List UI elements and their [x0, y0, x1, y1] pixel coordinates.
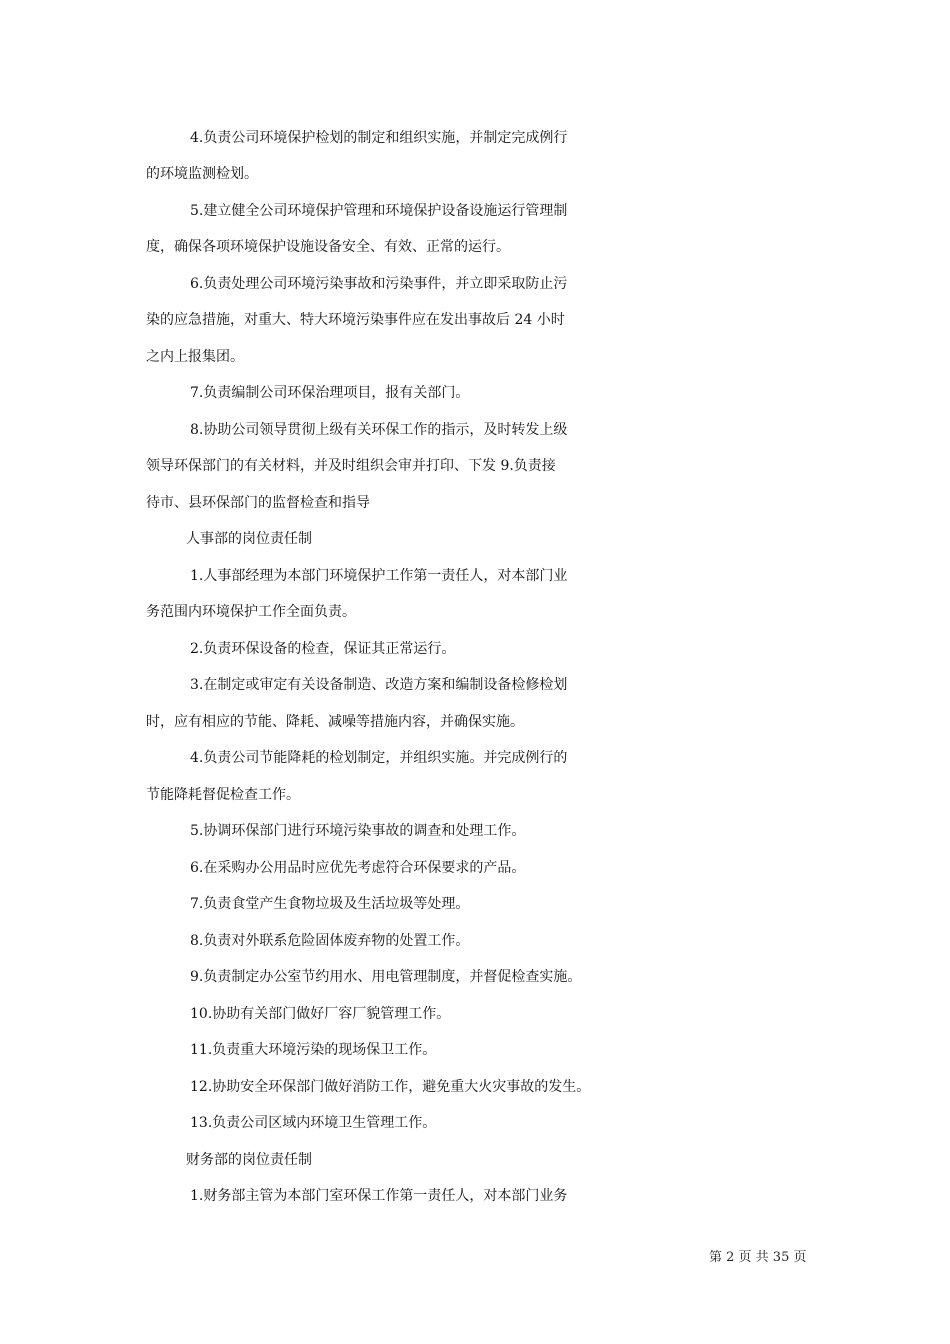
text-line: 领导环保部门的有关材料，并及时组织会审并打印、下发 9.负责接 [146, 458, 556, 474]
section-heading: 财务部的岗位责任制 [186, 1152, 312, 1168]
text-line: 13.负责公司区域内环境卫生管理工作。 [190, 1115, 437, 1131]
text-line: 1.财务部主管为本部门室环保工作第一责任人，对本部门业务 [190, 1188, 568, 1204]
text-line: 度，确保各项环境保护设施设备安全、有效、正常的运行。 [146, 239, 510, 255]
text-line: 时，应有相应的节能、降耗、减噪等措施内容，并确保实施。 [146, 714, 524, 730]
text-line: 7.负责编制公司环保治理项目，报有关部门。 [190, 385, 470, 401]
section-heading: 人事部的岗位责任制 [186, 531, 312, 547]
text-line: 染的应急措施，对重大、特大环境污染事件应在发出事故后 24 小时 [146, 312, 565, 328]
text-line: 节能降耗督促检查工作。 [146, 787, 300, 803]
text-line: 12.协助安全环保部门做好消防工作，避免重大火灾事故的发生。 [190, 1079, 591, 1095]
text-line: 4.负责公司节能降耗的检划制定，并组织实施。并完成例行的 [190, 750, 568, 766]
page-number-footer: 第 2 页 共 35 页 [709, 1250, 807, 1265]
text-line: 6.负责处理公司环境污染事故和污染事件，并立即采取防止污 [190, 276, 568, 292]
text-line: 的环境监测检划。 [146, 166, 258, 182]
text-line: 8.负责对外联系危险固体废弃物的处置工作。 [190, 933, 470, 949]
text-line: 3.在制定或审定有关设备制造、改造方案和编制设备检修检划 [190, 677, 568, 693]
text-line: 之内上报集团。 [146, 349, 244, 365]
text-line: 1.人事部经理为本部门环境保护工作第一责任人，对本部门业 [190, 568, 568, 584]
text-line: 2.负责环保设备的检查，保证其正常运行。 [190, 641, 456, 657]
text-line: 8.协助公司领导贯彻上级有关环保工作的指示，及时转发上级 [190, 422, 568, 438]
text-line: 6.在采购办公用品时应优先考虑符合环保要求的产品。 [190, 860, 526, 876]
text-line: 待市、县环保部门的监督检查和指导 [146, 495, 370, 511]
text-line: 9.负责制定办公室节约用水、用电管理制度，并督促检查实施。 [190, 969, 582, 985]
text-line: 7.负责食堂产生食物垃圾及生活垃圾等处理。 [190, 896, 470, 912]
text-line: 5.协调环保部门进行环境污染事故的调查和处理工作。 [190, 823, 526, 839]
text-line: 11.负责重大环境污染的现场保卫工作。 [190, 1042, 437, 1058]
text-line: 4.负责公司环境保护检划的制定和组织实施，并制定完成例行 [190, 130, 568, 146]
text-line: 10.协助有关部门做好厂容厂貌管理工作。 [190, 1006, 451, 1022]
text-line: 5.建立健全公司环境保护管理和环境保护设备设施运行管理制 [190, 203, 568, 219]
text-line: 务范围内环境保护工作全面负责。 [146, 604, 356, 620]
